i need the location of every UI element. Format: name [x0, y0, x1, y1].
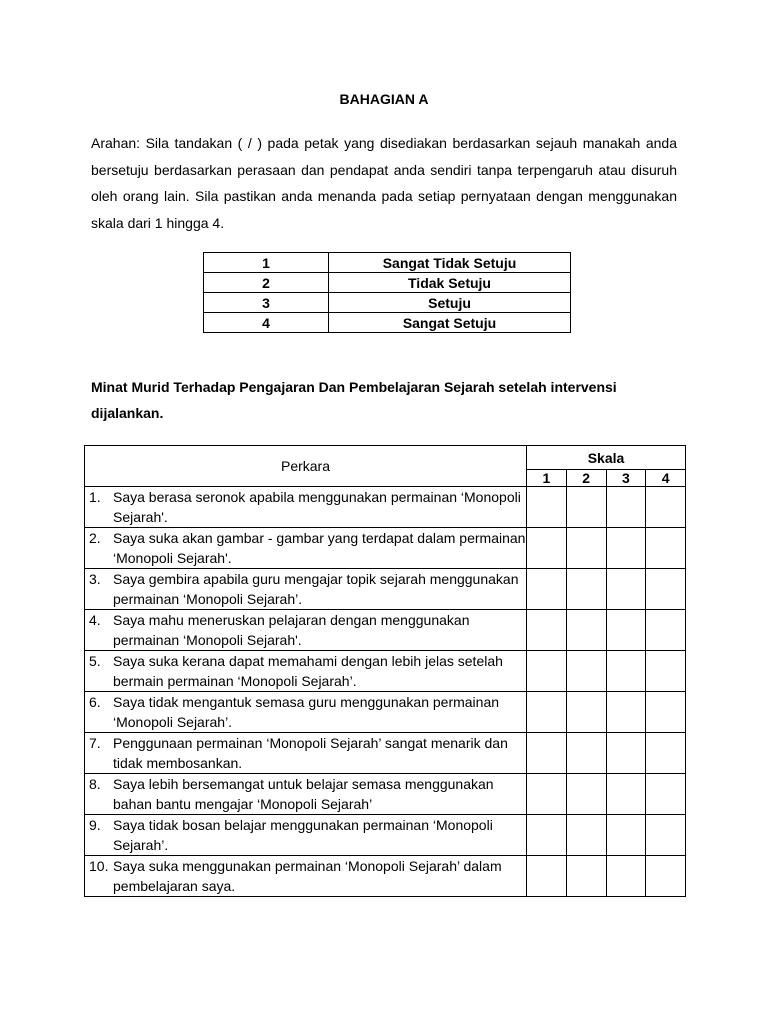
scale-key-label: Tidak Setuju	[329, 273, 571, 293]
answer-checkbox-1[interactable]	[527, 815, 567, 856]
skala-header: Skala	[527, 446, 686, 470]
perkara-header: Perkara	[85, 446, 527, 487]
scale-key-row	[204, 313, 571, 333]
survey-statement	[85, 815, 527, 856]
scale-column-header: 3	[606, 470, 646, 487]
answer-checkbox-1[interactable]	[527, 569, 567, 610]
answer-checkbox-4[interactable]	[646, 487, 686, 528]
statement-number: 3.	[89, 571, 101, 587]
answer-checkbox-1[interactable]	[527, 651, 567, 692]
survey-row	[85, 528, 686, 569]
answer-checkbox-1[interactable]	[527, 528, 567, 569]
statement-text: Saya suka akan gambar - gambar yang terdapat dalam permainan ‘Monopoli Sejarah'.	[113, 530, 526, 566]
survey-table	[84, 445, 686, 897]
survey-statement	[85, 856, 527, 897]
scale-column-header: 4	[646, 470, 686, 487]
scale-column-header: 1	[527, 470, 567, 487]
answer-checkbox-2[interactable]	[566, 774, 606, 815]
scale-key-row	[204, 253, 571, 273]
scale-key-label: Sangat Tidak Setuju	[329, 253, 571, 273]
survey-statement	[85, 733, 527, 774]
scale-key-label: Sangat Setuju	[329, 313, 571, 333]
scale-key-label: Setuju	[329, 293, 571, 313]
answer-checkbox-3[interactable]	[606, 528, 646, 569]
answer-checkbox-4[interactable]	[646, 692, 686, 733]
survey-row	[85, 610, 686, 651]
answer-checkbox-3[interactable]	[606, 815, 646, 856]
survey-statement	[85, 610, 527, 651]
answer-checkbox-3[interactable]	[606, 569, 646, 610]
statement-text: Saya tidak mengantuk semasa guru menggunakan permainan ‘Monopoli Sejarah’.	[113, 694, 500, 730]
survey-row	[85, 815, 686, 856]
statement-text: Penggunaan permainan ‘Monopoli Sejarah’ sangat menarik dan tidak membosankan.	[113, 735, 508, 771]
answer-checkbox-4[interactable]	[646, 610, 686, 651]
answer-checkbox-4[interactable]	[646, 733, 686, 774]
scale-key-row	[204, 293, 571, 313]
answer-checkbox-4[interactable]	[646, 856, 686, 897]
answer-checkbox-3[interactable]	[606, 487, 646, 528]
statement-text: Saya gembira apabila guru mengajar topik sejarah menggunakan permainan ‘Monopoli Sejarah’.	[113, 571, 519, 607]
instructions-paragraph: Arahan: Sila tandakan ( / ) pada petak yang disediakan berdasarkan sejauh manakah anda bersetuju berdasarkan perasaan dan pendapat anda sendiri tanpa terpengaruh atau disuruh oleh orang lain. Sila pastikan anda menanda pada setiap pernyataan dengan menggunakan skala dari 1 hingga 4.	[91, 135, 677, 232]
answer-checkbox-3[interactable]	[606, 651, 646, 692]
answer-checkbox-2[interactable]	[566, 815, 606, 856]
answer-checkbox-4[interactable]	[646, 651, 686, 692]
statement-text: Saya tidak bosan belajar menggunakan permainan ‘Monopoli Sejarah’.	[113, 817, 493, 853]
answer-checkbox-2[interactable]	[566, 487, 606, 528]
statement-text: Saya suka kerana dapat memahami dengan lebih jelas setelah bermain permainan ‘Monopoli Sejarah’.	[113, 653, 503, 689]
statement-number: 1.	[89, 489, 101, 505]
survey-statement	[85, 528, 527, 569]
survey-row	[85, 692, 686, 733]
answer-checkbox-3[interactable]	[606, 774, 646, 815]
statement-text: Saya mahu meneruskan pelajaran dengan menggunakan permainan ‘Monopoli Sejarah'.	[113, 612, 470, 648]
survey-row	[85, 733, 686, 774]
scale-key-value: 1	[204, 253, 329, 273]
answer-checkbox-2[interactable]	[566, 651, 606, 692]
statement-number: 2.	[89, 530, 101, 546]
scale-key-value: 2	[204, 273, 329, 293]
survey-statement	[85, 651, 527, 692]
scale-key-table	[203, 252, 571, 333]
answer-checkbox-2[interactable]	[566, 528, 606, 569]
statement-text: Saya lebih bersemangat untuk belajar semasa menggunakan bahan bantu mengajar ‘Monopoli Sejarah’	[113, 776, 494, 812]
statement-number: 7.	[89, 735, 101, 751]
answer-checkbox-3[interactable]	[606, 733, 646, 774]
answer-checkbox-2[interactable]	[566, 733, 606, 774]
statement-number: 4.	[89, 612, 101, 628]
scale-column-header: 2	[566, 470, 606, 487]
answer-checkbox-1[interactable]	[527, 487, 567, 528]
answer-checkbox-2[interactable]	[566, 856, 606, 897]
statement-number: 9.	[89, 817, 101, 833]
statement-text: Saya suka menggunakan permainan ‘Monopoli Sejarah’ dalam pembelajaran saya.	[113, 858, 502, 894]
survey-statement	[85, 569, 527, 610]
answer-checkbox-1[interactable]	[527, 774, 567, 815]
answer-checkbox-4[interactable]	[646, 528, 686, 569]
survey-row	[85, 487, 686, 528]
answer-checkbox-4[interactable]	[646, 774, 686, 815]
scale-key-value: 3	[204, 293, 329, 313]
survey-row	[85, 856, 686, 897]
scale-key-row	[204, 273, 571, 293]
statement-number: 10.	[89, 858, 109, 874]
scale-key-value: 4	[204, 313, 329, 333]
statement-text: Saya berasa seronok apabila menggunakan permainan ‘Monopoli Sejarah'.	[113, 489, 521, 525]
answer-checkbox-4[interactable]	[646, 815, 686, 856]
survey-statement	[85, 774, 527, 815]
answer-checkbox-4[interactable]	[646, 569, 686, 610]
page-title: BAHAGIAN A	[339, 91, 429, 107]
answer-checkbox-2[interactable]	[566, 692, 606, 733]
survey-row	[85, 774, 686, 815]
survey-statement	[85, 692, 527, 733]
answer-checkbox-1[interactable]	[527, 692, 567, 733]
survey-statement	[85, 487, 527, 528]
answer-checkbox-3[interactable]	[606, 856, 646, 897]
survey-row	[85, 651, 686, 692]
answer-checkbox-3[interactable]	[606, 610, 646, 651]
answer-checkbox-3[interactable]	[606, 692, 646, 733]
answer-checkbox-1[interactable]	[527, 733, 567, 774]
answer-checkbox-2[interactable]	[566, 569, 606, 610]
section-heading: Minat Murid Terhadap Pengajaran Dan Pembelajaran Sejarah setelah intervensi dijalankan.	[91, 379, 617, 421]
statement-number: 8.	[89, 776, 101, 792]
survey-row	[85, 569, 686, 610]
answer-checkbox-1[interactable]	[527, 610, 567, 651]
statement-number: 5.	[89, 653, 101, 669]
answer-checkbox-2[interactable]	[566, 610, 606, 651]
statement-number: 6.	[89, 694, 101, 710]
answer-checkbox-1[interactable]	[527, 856, 567, 897]
